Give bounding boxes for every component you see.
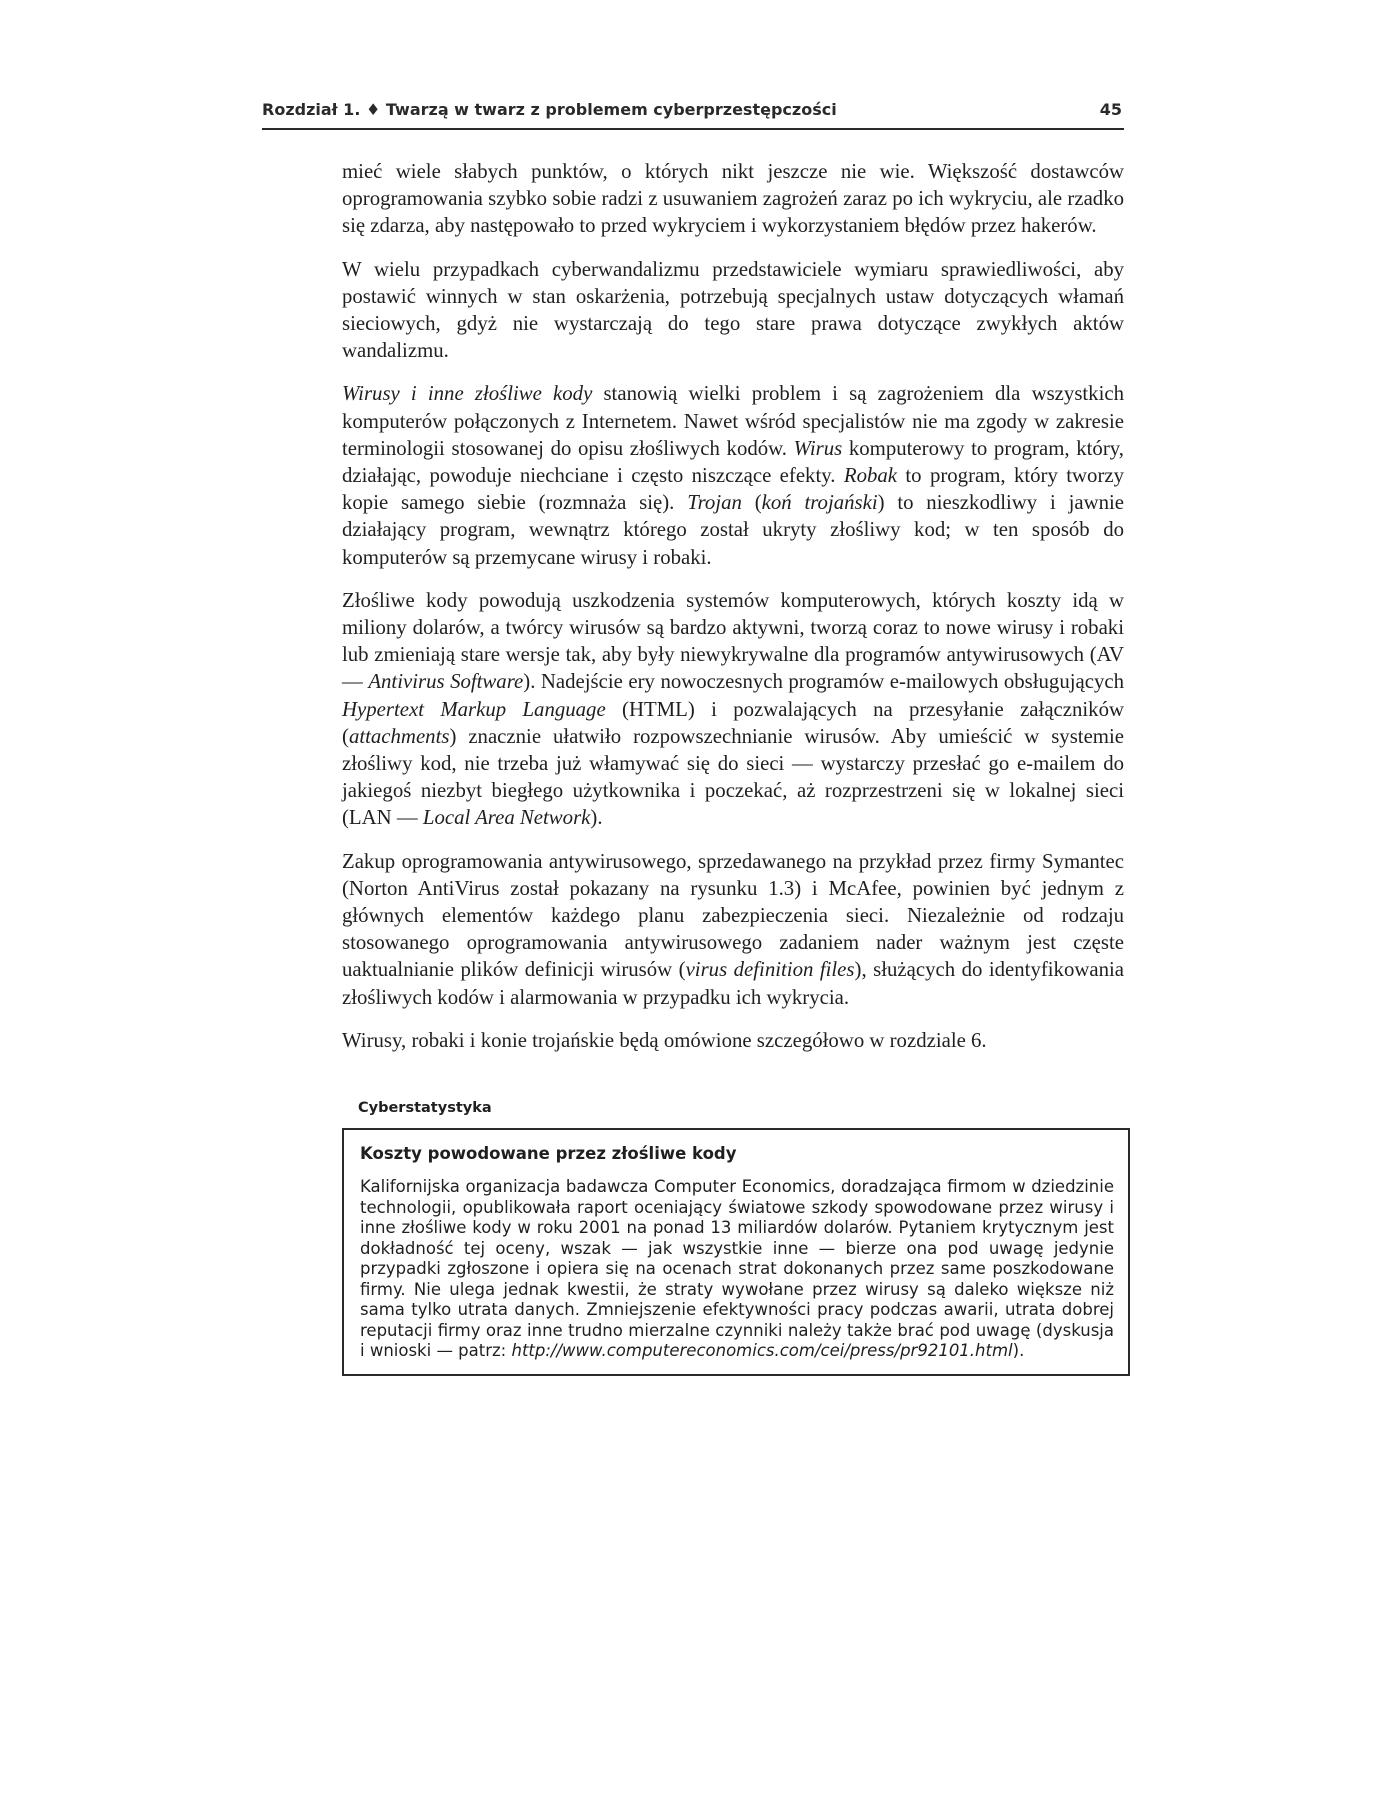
text-segment: stanowią wielki problem i są zagrożeniem dla wszystkich komputerów połączonych z Internetem. Nawet wśród specjalistów nie ma zgody w zakresie terminologii stosowanej do opisu złośliwych kodów. bbox=[342, 382, 1124, 460]
term-html: Hypertext Markup Language bbox=[342, 697, 606, 721]
term-virus: Wirus bbox=[793, 436, 843, 460]
text-segment: (HTML) i pozwalających na przesyłanie załączników ( bbox=[342, 697, 1125, 748]
text-segment: ), służących do identyfikowania złośliwych kodów i alarmowania w przypadku ich wykrycia. bbox=[342, 958, 1125, 1009]
term-antivirus-software: Antivirus Software bbox=[368, 670, 524, 694]
text-segment: ) to nieszkodliwy i jawnie działający program, wewnątrz którego został ukryty złośliwy kod; w ten sposób do komputerów są przemycane wirusy i robaki. bbox=[342, 491, 1125, 569]
paragraph-2: W wielu przypadkach cyberwandalizmu przedstawiciele wymiaru sprawiedliwości, aby postawić winnych w stan oskarżenia, potrzebują specjalnych ustaw dotyczących włamań sieciowych, gdyż nie wystarczają do tego stare prawa dotyczące zwykłych aktów wandalizmu. bbox=[342, 257, 1124, 363]
text-segment: ). bbox=[590, 806, 603, 830]
text-segment: Złośliwe kody powodują uszkodzenia systemów komputerowych, których koszty idą w miliony dolarów, a twórcy wirusów są bardzo aktywni, tworzą coraz to nowe wirusy i robaki lub zmieniają stare wersje tak, aby były niewykrywalne dla programów antywirusowych (AV — bbox=[342, 588, 1124, 694]
text-segment: ). Nadejście ery nowoczesnych programów e-mailowych obsługujących bbox=[523, 670, 1124, 694]
term-worm: Robak bbox=[843, 464, 898, 488]
paragraph-6: Wirusy, robaki i konie trojańskie będą omówione szczegółowo w rozdziale 6. bbox=[342, 1028, 987, 1052]
term-malware: Wirusy i inne złośliwe kody bbox=[342, 382, 593, 406]
text-segment: komputerowy to program, który, działając, powoduje niechciane i często niszczące efekty. bbox=[342, 436, 1124, 488]
term-virus-definition-files: virus definition files bbox=[685, 958, 855, 982]
sidebar-label: Cyberstatystyka bbox=[358, 1100, 492, 1116]
paragraph-5 bbox=[342, 848, 1124, 1011]
sidebar-box bbox=[342, 1128, 1130, 1376]
sidebar-body bbox=[360, 1177, 1114, 1362]
page-number: 45 bbox=[1099, 100, 1122, 119]
text-segment: ) znacznie ułatwiło rozpowszechnianie wirusów. Aby umieścić w systemie złośliwy kod, nie trzeba już włamywać się do sieci — wystarczy przesłać go e-mailem do jakiegoś niezbyt biegłego użytkownika i poczekać, aż rozprzestrzeni się w lokalnej sieci (LAN — bbox=[342, 724, 1124, 830]
term-trojan-horse: koń trojański bbox=[761, 491, 878, 515]
text-segment: to program, który tworzy kopie samego siebie (rozmnaża się). bbox=[342, 464, 1125, 515]
term-attachments: attachments bbox=[348, 724, 450, 748]
sidebar-title: Koszty powodowane przez złośliwe kody bbox=[360, 1144, 737, 1163]
term-lan: Local Area Network bbox=[422, 806, 591, 830]
chapter-title: Rozdział 1. ♦ Twarzą w twarz z problemem cyberprzestępczości bbox=[262, 100, 837, 119]
text-segment: ). bbox=[1012, 1341, 1025, 1360]
paragraph-3 bbox=[342, 380, 1124, 570]
main-text bbox=[342, 158, 1124, 1070]
running-header bbox=[262, 98, 1124, 130]
text-segment: Kalifornijska organizacja badawcza Computer Economics, doradzająca firmom w dziedzinie technologii, opublikowała raport oceniający światowe szkody spowodowane przez wirusy i inne złośliwe kody w roku 2001 na ponad 13 miliardów dolarów. Pytaniem krytycznym jest dokładność tej oceny, wszak — jak wszystkie inne — bierze ona pod uwagę jedynie przypadki zgłoszone i opiera się na ocenach strat dokonanych przez same poszkodowane firmy. Nie ulega jednak kwestii, że straty wywołane przez wirusy są daleko większe niż sama tylko utrata danych. Zmniejszenie efektywności pracy podczas awarii, utrata dobrej reputacji firmy oraz inne trudno mierzalne czynniki należy także brać pod uwagę (dyskusja i wnioski — patrz: bbox=[360, 1177, 1114, 1360]
term-trojan: Trojan bbox=[687, 491, 742, 515]
text-segment: ( bbox=[741, 491, 762, 515]
source-url: http://www.computereconomics.com/cei/press/pr92101.html bbox=[511, 1341, 1013, 1360]
text-segment: Zakup oprogramowania antywirusowego, sprzedawanego na przykład przez firmy Symantec (Norton AntiVirus został pokazany na rysunku 1.3) i McAfee, powinien być jednym z głównych elementów każdego planu zabezpieczenia sieci. Niezależnie od rodzaju stosowanego oprogramowania antywirusowego zadaniem nader ważnym jest częste uaktualnianie plików definicji wirusów ( bbox=[342, 849, 1124, 982]
paragraph-4 bbox=[342, 587, 1124, 832]
paragraph-1: mieć wiele słabych punktów, o których nikt jeszcze nie wie. Większość dostawców oprogramowania szybko sobie radzi z usuwaniem zagrożeń zaraz po ich wykryciu, ale rzadko się zdarza, aby następowało to przed wykryciem i wykorzystaniem błędów przez hakerów. bbox=[342, 160, 1124, 238]
